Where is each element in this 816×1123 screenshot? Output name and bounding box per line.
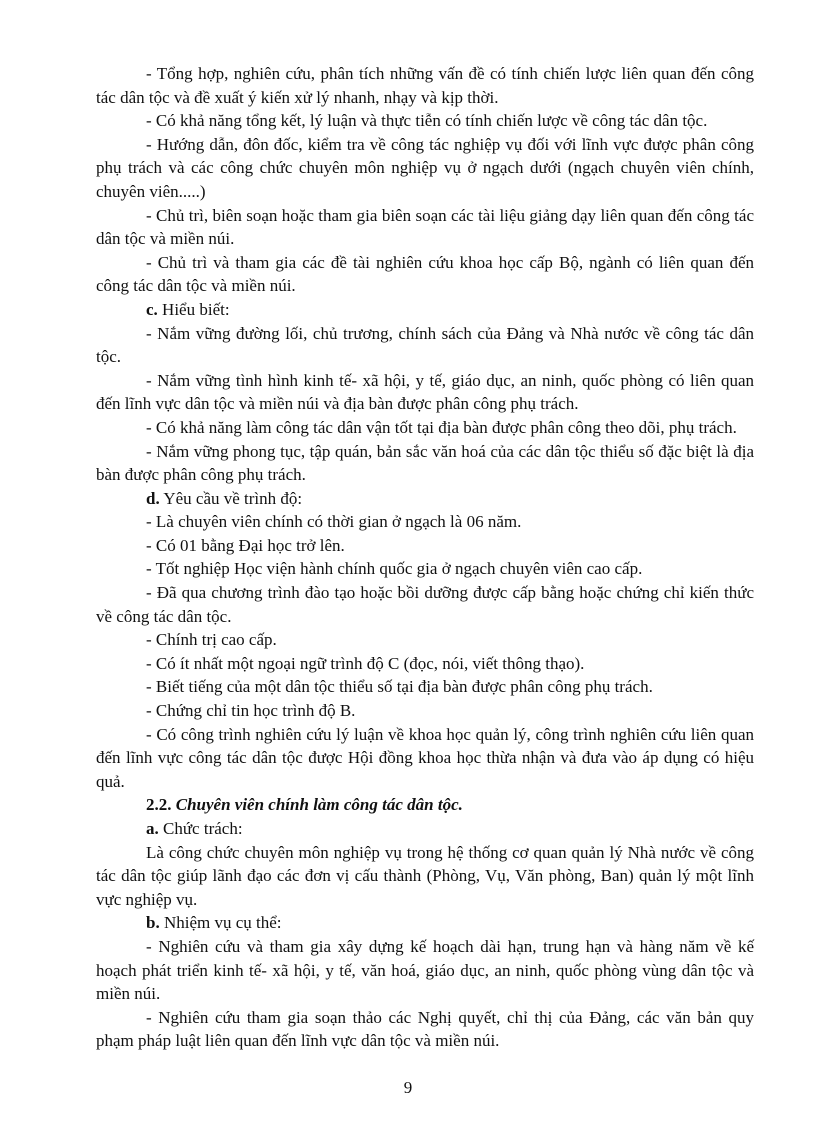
section-d-heading: [96, 487, 754, 511]
list-item: - Có ít nhất một ngoại ngữ trình độ C (đọc, nói, viết thông thạo).: [146, 653, 585, 673]
section-a-heading: [96, 817, 754, 841]
section-a-title: Chức trách:: [158, 819, 243, 838]
list-item: - Có khả năng làm công tác dân vận tốt tại địa bàn được phân công theo dõi, phụ trách.: [146, 417, 737, 437]
section-b-label: b.: [146, 913, 160, 933]
section-d-label: d.: [146, 488, 160, 508]
list-item: - Chính trị cao cấp.: [146, 630, 277, 650]
list-item: - Nắm vững tình hình kinh tế- xã hội, y tế, giáo dục, an ninh, quốc phòng có liên quan đến lĩnh vực dân tộc và miền núi và địa bàn được phân công phụ trách.: [96, 370, 754, 414]
paragraph: - Chủ trì, biên soạn hoặc tham gia biên soạn các tài liệu giảng dạy liên quan đến công tác dân tộc và miền núi.: [96, 205, 754, 249]
section-c-label: c.: [146, 299, 158, 319]
list-item: - Nghiên cứu tham gia soạn thảo các Nghị quyết, chỉ thị của Đảng, các văn bản quy phạm pháp luật liên quan đến lĩnh vực dân tộc và miền núi.: [96, 1007, 754, 1051]
paragraph: - Tổng hợp, nghiên cứu, phân tích những vấn đề có tính chiến lược liên quan đến công tác dân tộc và đề xuất ý kiến xử lý nhanh, nhạy và kịp thời.: [96, 64, 754, 107]
list-item: - Có công trình nghiên cứu lý luận về khoa học quản lý, công trình nghiên cứu liên quan đến lĩnh vực công tác dân tộc được Hội đồng khoa học thừa nhận và đưa vào áp dụng có hiệu quả.: [96, 724, 754, 791]
list-item: - Chứng chỉ tin học trình độ B.: [146, 701, 356, 721]
page-number: 9: [403, 1078, 413, 1097]
document-page: [96, 62, 754, 1053]
section-2-2-number: 2.2.: [146, 795, 172, 815]
section-2-2-title: Chuyên viên chính làm công tác dân tộc.: [171, 795, 463, 815]
section-2-2-heading: [96, 793, 754, 817]
list-item: - Nghiên cứu và tham gia xây dựng kế hoạch dài hạn, trung hạn và hàng năm về kế hoạch phát triển kinh tế- xã hội, y tế, văn hoá, giáo dục, an ninh, quốc phòng vùng dân tộc và miền núi.: [96, 936, 754, 1004]
section-c-heading: [96, 298, 754, 322]
paragraph: - Có khả năng tổng kết, lý luận và thực tiễn có tính chiến lược về công tác dân tộc.: [146, 111, 708, 131]
list-item: - Tốt nghiệp Học viện hành chính quốc gia ở ngạch chuyên viên cao cấp.: [146, 559, 643, 579]
section-b-heading: [96, 911, 754, 935]
list-item: - Đã qua chương trình đào tạo hoặc bồi dưỡng được cấp bằng hoặc chứng chỉ kiến thức về công tác dân tộc.: [96, 583, 754, 626]
paragraph: Là công chức chuyên môn nghiệp vụ trong hệ thống cơ quan quản lý Nhà nước về công tác dân tộc giúp lãnh đạo các đơn vị cấu thành (Phòng, Vụ, Văn phòng, Ban) quản lý một lĩnh vực nghiệp vụ.: [96, 842, 754, 909]
section-c-title: Hiểu biết:: [157, 299, 230, 319]
paragraph: - Chủ trì và tham gia các đề tài nghiên cứu khoa học cấp Bộ, ngành có liên quan đến công tác dân tộc và miền núi.: [96, 252, 754, 296]
list-item: - Nắm vững đường lối, chủ trương, chính sách của Đảng và Nhà nước về công tác dân tộc.: [96, 323, 754, 367]
paragraph: - Hướng dẫn, đôn đốc, kiểm tra về công tác nghiệp vụ đối với lĩnh vực được phân công phụ trách và các công chức chuyên môn nghiệp vụ ở ngạch dưới (ngạch chuyên viên chính, chuyên viên.....): [96, 134, 754, 201]
list-item: - Là chuyên viên chính có thời gian ở ngạch là 06 năm.: [146, 512, 522, 532]
list-item: - Có 01 bằng Đại học trở lên.: [146, 535, 345, 555]
section-a-label: a.: [146, 819, 159, 838]
section-d-title: Yêu cầu về trình độ:: [159, 488, 303, 508]
section-b-title: Nhiệm vụ cụ thể:: [159, 913, 282, 933]
list-item: - Nắm vững phong tục, tập quán, bản sắc văn hoá của các dân tộc thiểu số đặc biệt là địa bàn được phân công phụ trách.: [96, 441, 754, 485]
list-item: - Biết tiếng của một dân tộc thiểu số tại địa bàn được phân công phụ trách.: [146, 677, 653, 697]
